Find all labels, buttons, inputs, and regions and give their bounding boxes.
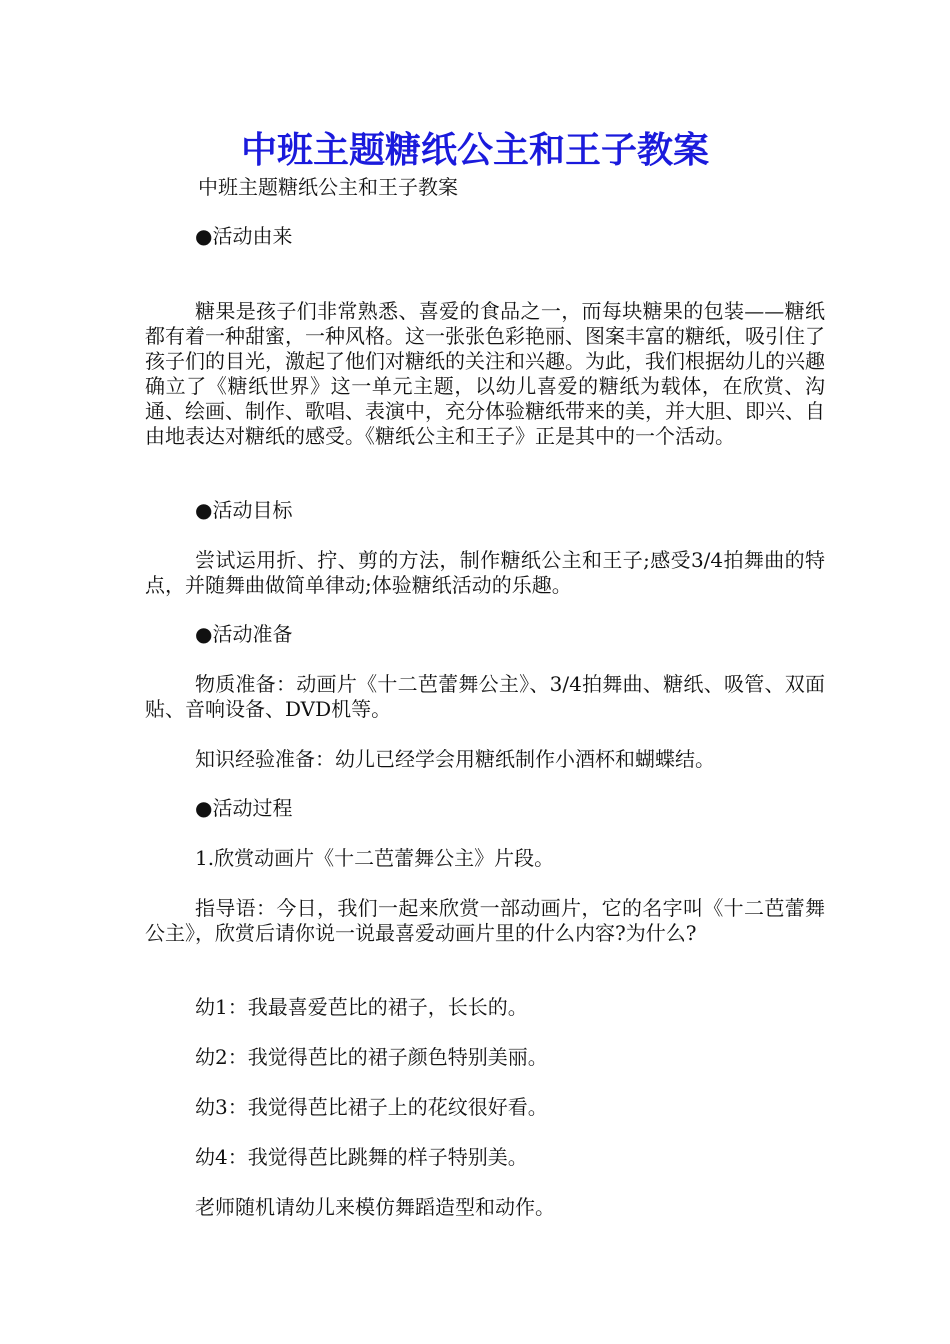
- section-heading-origin: ●活动由来: [195, 224, 293, 248]
- paragraph-prep-material: 物质准备：动画片《十二芭蕾舞公主》、3/4拍舞曲、糖纸、吸管、双面贴、音响设备、DVD机等。: [145, 672, 825, 721]
- paragraph-kid-3: 幼3：我觉得芭比裙子上的花纹很好看。: [195, 1095, 548, 1119]
- section-heading-goal: ●活动目标: [195, 498, 293, 522]
- paragraph-kid-4: 幼4：我觉得芭比跳舞的样子特别美。: [195, 1145, 528, 1169]
- paragraph-prep-knowledge: 知识经验准备：幼儿已经学会用糖纸制作小酒杯和蝴蝶结。: [195, 747, 715, 771]
- section-heading-process: ●活动过程: [195, 796, 293, 820]
- document-subtitle: 中班主题糖纸公主和王子教案: [198, 175, 458, 199]
- paragraph-kid-2: 幼2：我觉得芭比的裙子颜色特别美丽。: [195, 1045, 548, 1069]
- paragraph-goal: 尝试运用折、拧、剪的方法，制作糖纸公主和王子;感受3/4拍舞曲的特点，并随舞曲做简单律动;体验糖纸活动的乐趣。: [145, 548, 825, 597]
- paragraph-origin: 糖果是孩子们非常熟悉、喜爱的食品之一，而每块糖果的包装——糖纸都有着一种甜蜜，一种风格。这一张张色彩艳丽、图案丰富的糖纸，吸引住了孩子们的目光，激起了他们对糖纸的关注和兴趣。为此，我们根据幼儿的兴趣确立了《糖纸世界》这一单元主题，以幼儿喜爱的糖纸为载体，在欣赏、沟通、绘画、制作、歌唱、表演中，充分体验糖纸带来的美，并大胆、即兴、自由地表达对糖纸的感受。《糖纸公主和王子》正是其中的一个活动。: [145, 299, 825, 448]
- paragraph-step-1: 1.欣赏动画片《十二芭蕾舞公主》片段。: [195, 846, 555, 870]
- document-title: 中班主题糖纸公主和王子教案: [240, 129, 709, 171]
- paragraph-kid-1: 幼1：我最喜爱芭比的裙子，长长的。: [195, 995, 528, 1019]
- paragraph-guide: 指导语：今日，我们一起来欣赏一部动画片，它的名字叫《十二芭蕾舞公主》，欣赏后请你说一说最喜爱动画片里的什么内容?为什么?: [145, 896, 825, 945]
- paragraph-teacher: 老师随机请幼儿来模仿舞蹈造型和动作。: [195, 1195, 555, 1219]
- section-heading-prep: ●活动准备: [195, 622, 293, 646]
